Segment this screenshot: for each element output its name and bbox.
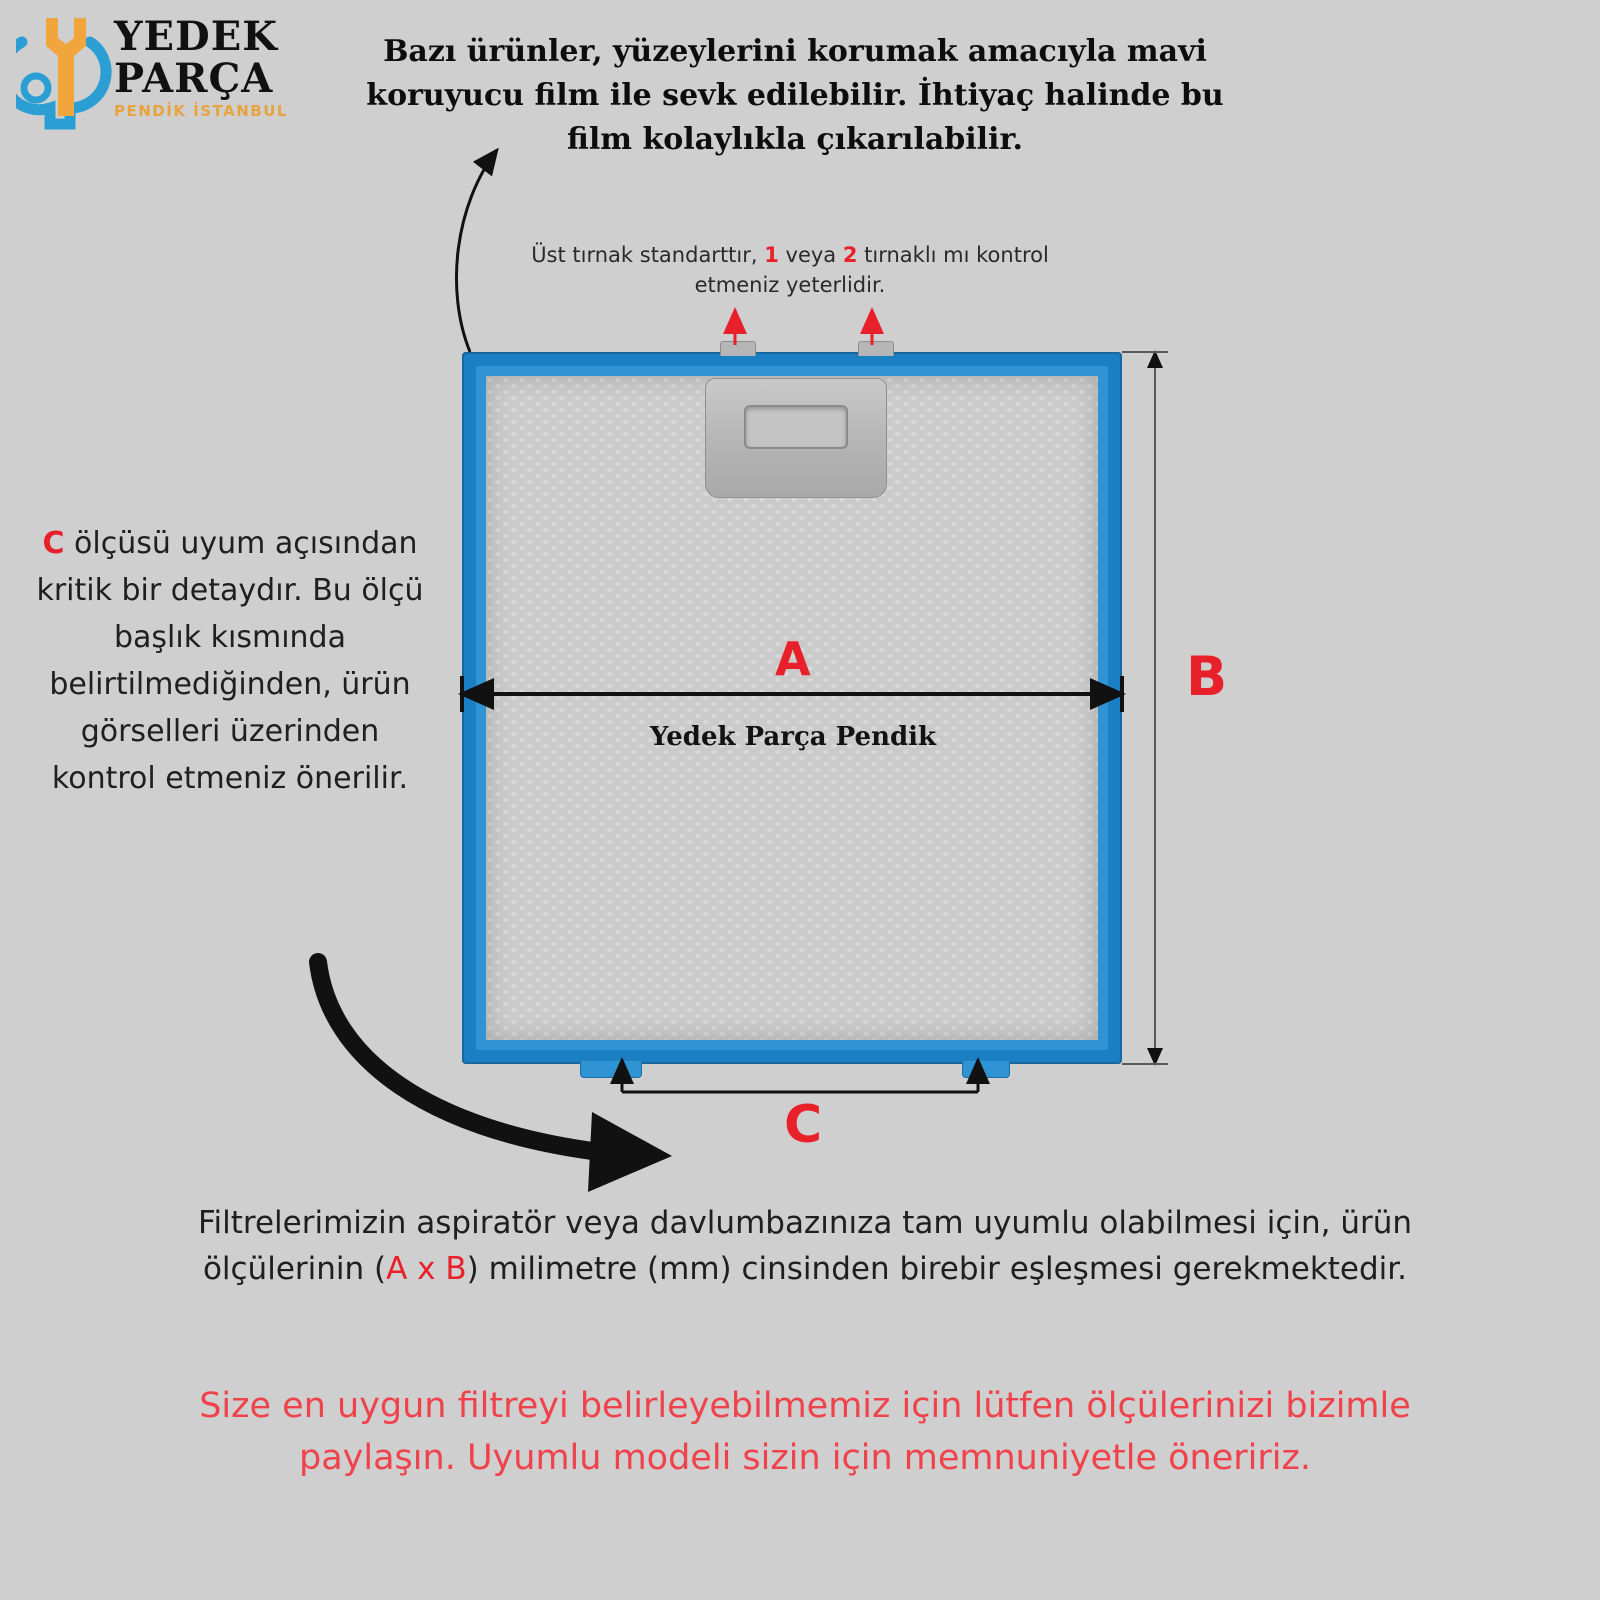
left-note-letter: C <box>42 526 65 561</box>
tab-note-part1: Üst tırnak standarttır, <box>531 243 765 267</box>
dimension-label-a: A <box>775 632 811 686</box>
tab-note <box>530 240 1050 300</box>
protective-film-arrow <box>456 150 497 352</box>
logo-subtitle: PENDİK İSTANBUL <box>114 102 288 120</box>
left-note-text: ölçüsü uyum açısından kritik bir detaydır. Bu ölçü başlık kısmında belirtilmediğinden, ürün görselleri üzerinden kontrol etmeniz önerilir. <box>36 526 424 796</box>
bottom-note-axb: A x B <box>386 1251 467 1287</box>
top-tab-1 <box>720 341 756 356</box>
bottom-tab-2 <box>962 1061 1010 1078</box>
handle-slot <box>744 405 848 449</box>
bottom-note-part1: Filtrelerimizin aspiratör veya davlumbazınıza tam uyumlu olabilmesi için, ürün ölçülerinin ( <box>197 1205 1413 1287</box>
logo-line-1: YEDEK <box>114 13 278 60</box>
top-heading: Bazı ürünler, yüzeylerini korumak amacıyla mavi koruyucu film ile sevk edilebilir. İhtiyaç halinde bu film kolaylıkla çıkarılabilir. <box>366 34 1224 157</box>
left-note <box>30 520 430 802</box>
tab-note-number-1: 1 <box>764 243 779 267</box>
top-tab-2 <box>858 341 894 356</box>
grease-filter-illustration <box>462 352 1122 1064</box>
bottom-note-part2: ) milimetre (mm) cinsinden birebir eşleşmesi gerekmektedir. <box>466 1251 1408 1287</box>
logo-mark-icon <box>16 12 112 132</box>
tab-note-number-2: 2 <box>842 243 858 267</box>
tab-note-part2: veya <box>778 243 843 267</box>
filter-handle <box>705 378 887 498</box>
watermark-text: Yedek Parça Pendik <box>649 722 937 752</box>
bottom-call-to-action: Size en uygun filtreyi belirleyebilmemiz için lütfen ölçülerinizi bizimle paylaşın. Uyumlu modeli sizin için memnuniyetle öneririz. <box>199 1386 1411 1478</box>
logo-text <box>114 13 314 120</box>
dimension-label-b: B <box>1186 645 1228 708</box>
bottom-tab-1 <box>580 1061 642 1078</box>
tab-note-part3: tırnaklı mı kontrol etmeniz yeterlidir. <box>694 243 1049 297</box>
dimension-label-c: C <box>784 1095 823 1155</box>
left-note-arrowhead <box>588 1112 672 1192</box>
logo-line-2: PARÇA <box>114 55 274 102</box>
bottom-note <box>120 1200 1490 1292</box>
brand-logo <box>10 8 310 148</box>
